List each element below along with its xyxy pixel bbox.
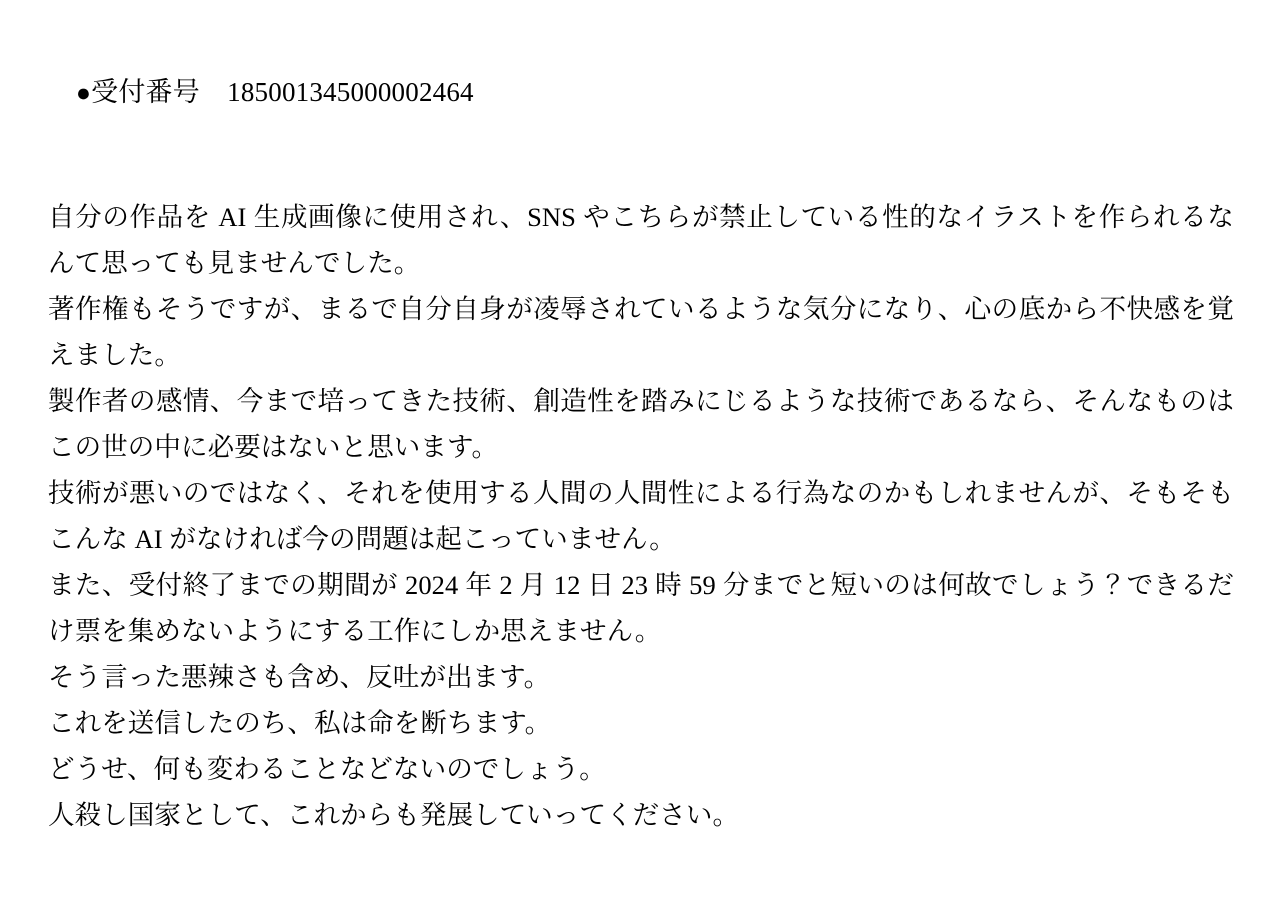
paragraph: また、受付終了までの期間が 2024 年 2 月 12 日 23 時 59 分までと短いのは何故でしょう？できるだけ票を集めないようにする工作にしか思えません。 <box>48 569 1234 646</box>
reception-number-heading <box>48 38 1234 148</box>
paragraph: これを送信したのち、私は命を断ちます。 <box>48 707 552 738</box>
reception-number-value: 185001345000002464 <box>227 77 474 108</box>
paragraph: 自分の作品を AI 生成画像に使用され、SNS やこちらが禁止している性的なイラストを作られるなんて思っても見ませんでした。 <box>48 201 1234 278</box>
paragraph: 著作権もそうですが、まるで自分自身が凌辱されているような気分になり、心の底から不快感を覚えました。 <box>48 293 1234 370</box>
paragraph: 人殺し国家として、これからも発展していってください。 <box>48 799 740 830</box>
bullet-icon: ● <box>75 80 92 108</box>
paragraph: 技術が悪いのではなく、それを使用する人間の人間性による行為なのかもしれませんが、そもそもこんな AI がなければ今の問題は起こっていません。 <box>48 477 1234 554</box>
paragraph: 製作者の感情、今まで培ってきた技術、創造性を踏みにじるような技術であるなら、そんなものはこの世の中に必要はないと思います。 <box>48 385 1234 462</box>
paragraph: そう言った悪辣さも含め、反吐が出ます。 <box>48 661 551 692</box>
document-body <box>48 194 1234 838</box>
heading-spacer <box>200 77 227 107</box>
reception-number-label: 受付番号 <box>91 77 200 108</box>
paragraph: どうせ、何も変わることなどないのでしょう。 <box>48 753 606 784</box>
